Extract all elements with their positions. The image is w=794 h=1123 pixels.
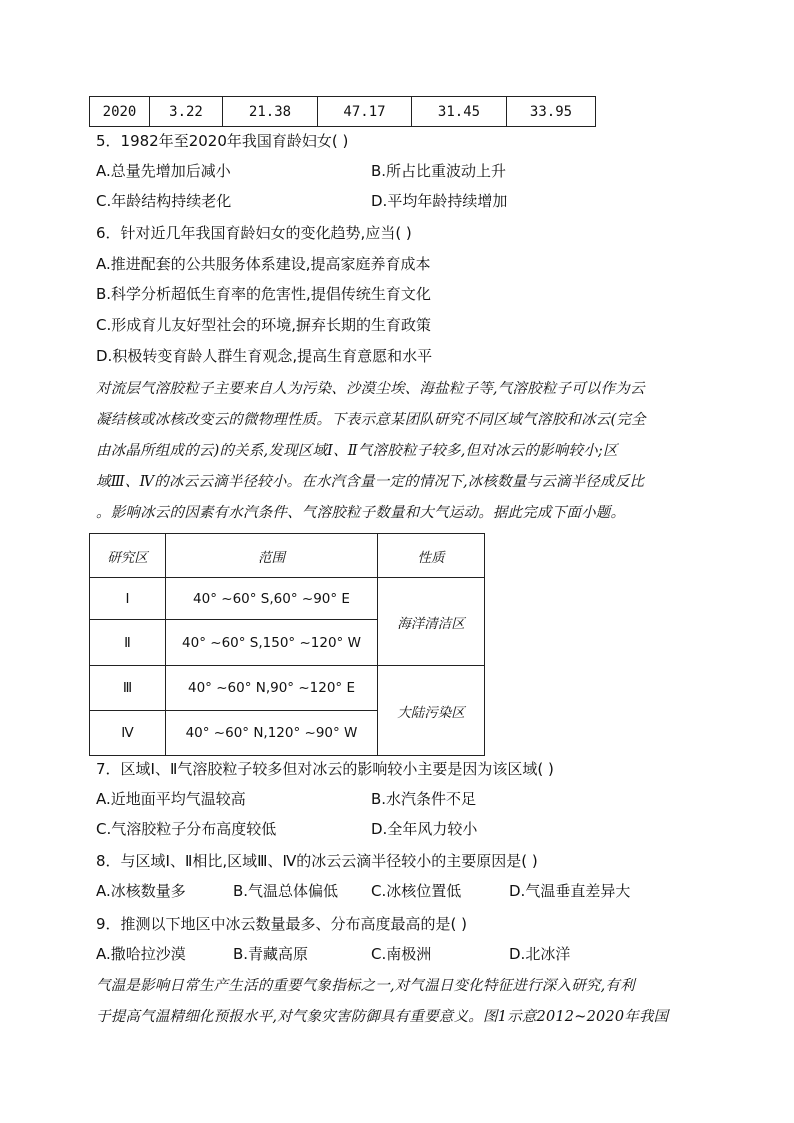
table-cell: 21.38 (223, 97, 318, 127)
question-7-option-c[interactable]: C.气溶胶粒子分布高度较低 (96, 820, 277, 838)
question-5-option-d[interactable]: D.平均年龄持续增加 (371, 192, 508, 210)
passage-line: 于提高气温精细化预报水平,对气象灾害防御具有重要意义。图1示意2012~2020年我国 (96, 1009, 669, 1025)
question-8-option-a[interactable]: A.冰核数量多 (96, 882, 186, 900)
passage-line: 由冰晶所组成的云)的关系,发现区域Ⅰ、Ⅱ气溶胶粒子较多,但对冰云的影响较小;区 (96, 443, 618, 459)
question-5-stem: 5．1982年至2020年我国育龄妇女( ) (96, 132, 349, 150)
passage-line: 对流层气溶胶粒子主要来自人为污染、沙漠尘埃、海盐粒子等,气溶胶粒子可以作为云 (96, 381, 645, 397)
passage-line: 。影响冰云的因素有水汽条件、气溶胶粒子数量和大气运动。据此完成下面小题。 (96, 505, 626, 521)
question-7-option-a[interactable]: A.近地面平均气温较高 (96, 790, 246, 808)
table-row (90, 578, 485, 620)
question-8-option-b[interactable]: B.气温总体偏低 (233, 882, 339, 900)
region-range: 40° ~60° N,90° ~120° E (166, 666, 378, 711)
table-row (90, 666, 485, 711)
table-row (90, 97, 596, 127)
question-5-option-a[interactable]: A.总量先增加后减小 (96, 162, 231, 180)
header-range: 范围 (166, 534, 378, 578)
table-cell: 47.17 (318, 97, 412, 127)
question-5-option-c[interactable]: C.年龄结构持续老化 (96, 192, 232, 210)
question-7-option-d[interactable]: D.全年风力较小 (371, 820, 478, 838)
table-cell-year: 2020 (90, 97, 150, 127)
passage-line: 凝结核或冰核改变云的微物理性质。下表示意某团队研究不同区域气溶胶和冰云(完全 (96, 412, 646, 428)
question-9-option-a[interactable]: A.撒哈拉沙漠 (96, 945, 186, 963)
question-6-option-d[interactable]: D.积极转变育龄人群生育观念,提高生育意愿和水平 (96, 347, 433, 365)
header-study-area: 研究区 (90, 534, 166, 578)
header-property: 性质 (378, 534, 485, 578)
passage-aerosol (96, 374, 696, 529)
region-range: 40° ~60° S,150° ~120° W (166, 620, 378, 666)
question-8-option-d[interactable]: D.气温垂直差异大 (509, 882, 631, 900)
region-table (89, 533, 485, 756)
question-6-option-a[interactable]: A.推进配套的公共服务体系建设,提高家庭养育成本 (96, 255, 431, 273)
question-6-option-b[interactable]: B.科学分析超低生育率的危害性,提倡传统生育文化 (96, 285, 431, 303)
region-id: Ⅳ (90, 711, 166, 756)
table-header-row (90, 534, 485, 578)
table-cell: 31.45 (412, 97, 507, 127)
question-6-option-c[interactable]: C.形成育儿友好型社会的环境,摒弃长期的生育政策 (96, 316, 432, 334)
passage-line: 域Ⅲ、Ⅳ的冰云云滴半径较小。在水汽含量一定的情况下,冰核数量与云滴半径成反比 (96, 474, 645, 490)
question-9-option-b[interactable]: B.青藏高原 (233, 945, 309, 963)
question-8-stem: 8．与区域Ⅰ、Ⅱ相比,区域Ⅲ、Ⅳ的冰云云滴半径较小的主要原因是( ) (96, 852, 538, 870)
question-9-option-d[interactable]: D.北冰洋 (509, 945, 571, 963)
question-5-option-b[interactable]: B.所占比重波动上升 (371, 162, 507, 180)
question-7-stem: 7．区域Ⅰ、Ⅱ气溶胶粒子较多但对冰云的影响较小主要是因为该区域( ) (96, 760, 554, 778)
region-property-land: 大陆污染区 (378, 666, 485, 756)
passage-line: 气温是影响日常生产生活的重要气象指标之一,对气温日变化特征进行深入研究,有利 (96, 978, 635, 994)
question-9-stem: 9．推测以下地区中冰云数量最多、分布高度最高的是( ) (96, 915, 468, 933)
question-9-option-c[interactable]: C.南极洲 (371, 945, 432, 963)
table-cell: 3.22 (150, 97, 223, 127)
question-8-option-c[interactable]: C.冰核位置低 (371, 882, 462, 900)
region-range: 40° ~60° S,60° ~90° E (166, 578, 378, 620)
region-property-ocean: 海洋清洁区 (378, 578, 485, 666)
passage-temperature (96, 971, 696, 1033)
question-6-stem: 6．针对近几年我国育龄妇女的变化趋势,应当( ) (96, 224, 412, 242)
question-7-option-b[interactable]: B.水汽条件不足 (371, 790, 477, 808)
population-table-last-row (89, 96, 596, 127)
region-id: Ⅰ (90, 578, 166, 620)
region-id: Ⅲ (90, 666, 166, 711)
table-cell: 33.95 (507, 97, 596, 127)
region-range: 40° ~60° N,120° ~90° W (166, 711, 378, 756)
region-id: Ⅱ (90, 620, 166, 666)
